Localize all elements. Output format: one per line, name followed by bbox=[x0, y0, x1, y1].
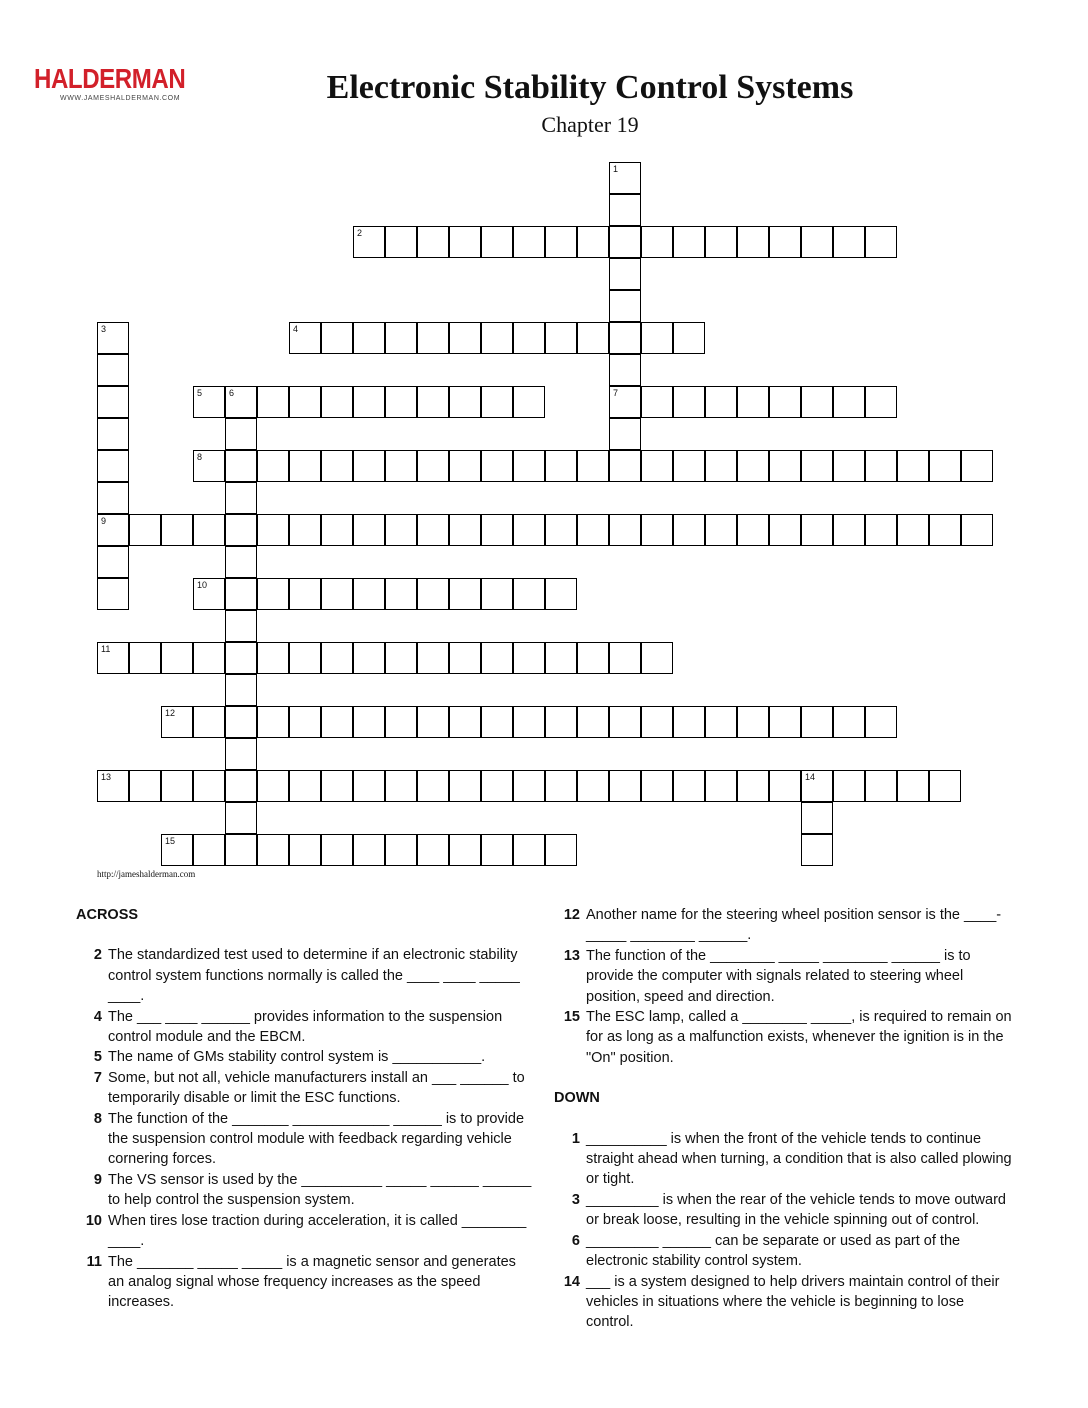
crossword-cell[interactable] bbox=[225, 802, 257, 834]
crossword-cell[interactable] bbox=[673, 450, 705, 482]
across-clue bbox=[76, 1068, 536, 1109]
crossword-cell[interactable] bbox=[97, 354, 129, 386]
crossword-cell[interactable] bbox=[161, 514, 193, 546]
crossword-cell[interactable] bbox=[449, 450, 481, 482]
across-clue bbox=[76, 1109, 536, 1170]
crossword-cell[interactable] bbox=[801, 706, 833, 738]
crossword-cell[interactable] bbox=[353, 226, 385, 258]
crossword-cell[interactable] bbox=[737, 450, 769, 482]
crossword-cell[interactable] bbox=[289, 642, 321, 674]
crossword-cell[interactable] bbox=[257, 450, 289, 482]
crossword-cell[interactable] bbox=[97, 322, 129, 354]
crossword-cell[interactable] bbox=[193, 642, 225, 674]
crossword-cell[interactable] bbox=[385, 226, 417, 258]
crossword-cell[interactable] bbox=[769, 770, 801, 802]
crossword-cell[interactable] bbox=[609, 226, 641, 258]
crossword-cell[interactable] bbox=[801, 450, 833, 482]
crossword-cell[interactable] bbox=[353, 770, 385, 802]
crossword-cell[interactable] bbox=[833, 386, 865, 418]
clue-text: The standardized test used to determine if an electronic stability control system functions normally is called the ____ ____ _____ ____. bbox=[108, 947, 520, 1005]
across-clue bbox=[76, 945, 536, 1006]
crossword-cell[interactable] bbox=[289, 450, 321, 482]
crossword-cell[interactable] bbox=[225, 674, 257, 706]
crossword-cell[interactable] bbox=[865, 706, 897, 738]
clue-number: 15 bbox=[563, 1009, 580, 1026]
crossword-cell[interactable] bbox=[321, 386, 353, 418]
crossword-cell[interactable] bbox=[865, 770, 897, 802]
crossword-cell[interactable] bbox=[225, 642, 257, 674]
clue-number: 3 bbox=[571, 1191, 580, 1208]
crossword-cell[interactable] bbox=[289, 578, 321, 610]
clue-number-10: 10 bbox=[197, 580, 208, 590]
crossword-cell[interactable] bbox=[481, 706, 513, 738]
crossword-cell[interactable] bbox=[481, 226, 513, 258]
clue-text: __________ is when the front of the vehicle tends to continue straight ahead when turning, a condition that is also called plowing or tight. bbox=[586, 1130, 1012, 1188]
clue-text: Some, but not all, vehicle manufacturers install an ___ ______ to temporarily disable or limit the ESC functions. bbox=[108, 1069, 525, 1107]
down-clue bbox=[554, 1129, 1014, 1190]
clue-number-14: 14 bbox=[805, 772, 816, 782]
crossword-cell[interactable] bbox=[673, 322, 705, 354]
down-clue bbox=[554, 1272, 1014, 1333]
crossword-cell[interactable] bbox=[577, 322, 609, 354]
crossword-cell[interactable] bbox=[513, 226, 545, 258]
crossword-cell[interactable] bbox=[449, 386, 481, 418]
logo-url: WWW.JAMESHALDERMAN.COM bbox=[60, 95, 181, 102]
crossword-cell[interactable] bbox=[609, 258, 641, 290]
crossword-cell[interactable] bbox=[417, 706, 449, 738]
crossword-cell[interactable] bbox=[193, 834, 225, 866]
crossword-cell[interactable] bbox=[257, 578, 289, 610]
crossword-cell[interactable] bbox=[833, 514, 865, 546]
crossword-cell[interactable] bbox=[641, 770, 673, 802]
crossword-cell[interactable] bbox=[609, 642, 641, 674]
crossword-cell[interactable] bbox=[161, 642, 193, 674]
crossword-cell[interactable] bbox=[641, 322, 673, 354]
crossword-cell[interactable] bbox=[417, 514, 449, 546]
crossword-cell[interactable] bbox=[545, 226, 577, 258]
crossword-cell[interactable] bbox=[257, 834, 289, 866]
clue-text: When tires lose traction during acceleration, it is called ________ ____. bbox=[108, 1212, 527, 1250]
crossword-cell[interactable] bbox=[929, 450, 961, 482]
crossword-cell[interactable] bbox=[769, 386, 801, 418]
chapter-subtitle: Chapter 19 bbox=[541, 112, 639, 137]
clues-right-column bbox=[554, 905, 1014, 1333]
crossword-cell[interactable] bbox=[801, 514, 833, 546]
crossword-cell[interactable] bbox=[193, 386, 225, 418]
crossword-cell[interactable] bbox=[545, 578, 577, 610]
crossword-cell[interactable] bbox=[449, 322, 481, 354]
crossword-cell[interactable] bbox=[193, 578, 225, 610]
crossword-cell[interactable] bbox=[97, 546, 129, 578]
crossword-cell[interactable] bbox=[481, 450, 513, 482]
crossword-cell[interactable] bbox=[321, 450, 353, 482]
crossword-cell[interactable] bbox=[673, 770, 705, 802]
clue-number-7: 7 bbox=[613, 388, 619, 398]
clue-number-5: 5 bbox=[197, 388, 203, 398]
crossword-cell[interactable] bbox=[321, 770, 353, 802]
crossword-cell[interactable] bbox=[257, 514, 289, 546]
down-clue bbox=[554, 1231, 1014, 1272]
crossword-cell[interactable] bbox=[609, 514, 641, 546]
crossword-cell[interactable] bbox=[449, 642, 481, 674]
crossword-cell[interactable] bbox=[513, 834, 545, 866]
site-url: http://jameshalderman.com bbox=[97, 869, 196, 879]
crossword-cell[interactable] bbox=[417, 770, 449, 802]
clue-text: The ___ ____ ______ provides information to the suspension control module and the EBCM. bbox=[108, 1008, 503, 1046]
crossword-cell[interactable] bbox=[641, 706, 673, 738]
crossword-cell[interactable] bbox=[609, 194, 641, 226]
crossword-cell[interactable] bbox=[225, 482, 257, 514]
clue-number: 4 bbox=[93, 1008, 102, 1025]
clue-number: 6 bbox=[571, 1232, 580, 1249]
clue-number: 13 bbox=[563, 947, 580, 964]
down-heading: DOWN bbox=[554, 1090, 600, 1107]
crossword-cell[interactable] bbox=[737, 706, 769, 738]
clue-number: 5 bbox=[93, 1049, 102, 1066]
clue-text: The _______ _____ _____ is a magnetic sensor and generates an analog signal whose frequency increases as the speed increases. bbox=[108, 1253, 516, 1311]
crossword-cell[interactable] bbox=[225, 546, 257, 578]
crossword-cell[interactable] bbox=[97, 642, 129, 674]
crossword-cell[interactable] bbox=[161, 706, 193, 738]
crossword-cell[interactable] bbox=[417, 450, 449, 482]
crossword-cell[interactable] bbox=[385, 450, 417, 482]
crossword-cell[interactable] bbox=[417, 642, 449, 674]
clue-number: 11 bbox=[86, 1253, 102, 1270]
crossword-cell[interactable] bbox=[481, 834, 513, 866]
clue-text: The VS sensor is used by the __________ _____ ______ ______ to help control the suspension system. bbox=[108, 1171, 532, 1209]
crossword-cell[interactable] bbox=[737, 514, 769, 546]
crossword-cell[interactable] bbox=[897, 770, 929, 802]
crossword-cell[interactable] bbox=[385, 578, 417, 610]
crossword-cell[interactable] bbox=[609, 290, 641, 322]
crossword-cell[interactable] bbox=[161, 834, 193, 866]
crossword-cell[interactable] bbox=[449, 578, 481, 610]
clue-number-2: 2 bbox=[357, 228, 363, 238]
crossword-cell[interactable] bbox=[353, 450, 385, 482]
crossword-cell[interactable] bbox=[97, 578, 129, 610]
clue-number: 9 bbox=[93, 1171, 102, 1188]
crossword-cell[interactable] bbox=[577, 226, 609, 258]
crossword-cell[interactable] bbox=[481, 642, 513, 674]
crossword-cell[interactable] bbox=[353, 386, 385, 418]
clue-number-1: 1 bbox=[613, 164, 619, 174]
crossword-cell[interactable] bbox=[257, 706, 289, 738]
crossword-cell[interactable] bbox=[449, 706, 481, 738]
clue-number-6: 6 bbox=[229, 388, 235, 398]
crossword-cell[interactable] bbox=[545, 642, 577, 674]
crossword-cell[interactable] bbox=[513, 450, 545, 482]
crossword-cell[interactable] bbox=[865, 450, 897, 482]
crossword-cell[interactable] bbox=[545, 706, 577, 738]
crossword-cell[interactable] bbox=[929, 514, 961, 546]
crossword-cell[interactable] bbox=[417, 322, 449, 354]
clue-number: 12 bbox=[563, 907, 580, 923]
across-clue bbox=[554, 946, 1014, 1007]
crossword-cell[interactable] bbox=[545, 834, 577, 866]
clue-text: _________ ______ can be separate or used as part of the electronic stability control system. bbox=[586, 1232, 961, 1270]
crossword-cell[interactable] bbox=[385, 322, 417, 354]
crossword-cell[interactable] bbox=[321, 322, 353, 354]
crossword-cell[interactable] bbox=[609, 770, 641, 802]
crossword-cell[interactable] bbox=[865, 386, 897, 418]
crossword-cell[interactable] bbox=[353, 642, 385, 674]
clue-number-3: 3 bbox=[101, 324, 107, 334]
crossword-cell[interactable] bbox=[449, 226, 481, 258]
clue-number: 2 bbox=[93, 947, 102, 964]
crossword-cell[interactable] bbox=[865, 514, 897, 546]
crossword-cell[interactable] bbox=[97, 450, 129, 482]
clue-text: The ESC lamp, called a ________ _____, is required to remain on for as long as a malfunction exists, whenever the ignition is in the "On" position. bbox=[586, 1009, 1012, 1066]
clue-number-8: 8 bbox=[197, 452, 203, 462]
clues-left-column bbox=[76, 905, 536, 1313]
crossword-cell[interactable] bbox=[833, 706, 865, 738]
crossword-cell[interactable] bbox=[417, 834, 449, 866]
crossword-cell[interactable] bbox=[609, 322, 641, 354]
crossword-cell[interactable] bbox=[609, 450, 641, 482]
crossword-cell[interactable] bbox=[289, 386, 321, 418]
down-clue bbox=[554, 1190, 1014, 1231]
clue-text: ___ is a system designed to help drivers maintain control of their vehicles in situations where the vehicle is beginning to lose control. bbox=[586, 1273, 1000, 1331]
crossword-cell[interactable] bbox=[321, 514, 353, 546]
crossword-cell[interactable] bbox=[961, 450, 993, 482]
crossword-cell[interactable] bbox=[577, 514, 609, 546]
clue-number-15: 15 bbox=[165, 836, 176, 846]
clue-number: 8 bbox=[93, 1110, 102, 1127]
across-clue bbox=[554, 905, 1014, 946]
crossword-cell[interactable] bbox=[97, 770, 129, 802]
crossword-cell[interactable] bbox=[897, 450, 929, 482]
crossword-cell[interactable] bbox=[641, 386, 673, 418]
clue-number: 10 bbox=[85, 1212, 102, 1229]
crossword-cell[interactable] bbox=[673, 514, 705, 546]
crossword-cell[interactable] bbox=[449, 770, 481, 802]
crossword-cell[interactable] bbox=[97, 514, 129, 546]
clue-text: The function of the _______ ____________ ______ is to provide the suspension control module with feedback regarding vehicle cornering forces. bbox=[108, 1110, 525, 1168]
clue-number-11: 11 bbox=[101, 644, 111, 654]
crossword-cell[interactable] bbox=[545, 514, 577, 546]
clue-text: The name of GMs stability control system is ___________. bbox=[108, 1049, 486, 1066]
crossword-cell[interactable] bbox=[289, 770, 321, 802]
crossword-cell[interactable] bbox=[193, 514, 225, 546]
crossword-cell[interactable] bbox=[385, 514, 417, 546]
across-clue bbox=[76, 1047, 536, 1067]
crossword-cell[interactable] bbox=[321, 642, 353, 674]
crossword-cell[interactable] bbox=[353, 834, 385, 866]
crossword-cell[interactable] bbox=[769, 450, 801, 482]
crossword-cell[interactable] bbox=[257, 642, 289, 674]
crossword-cell[interactable] bbox=[641, 642, 673, 674]
crossword-cell[interactable] bbox=[513, 322, 545, 354]
crossword-cell[interactable] bbox=[737, 770, 769, 802]
crossword-cell[interactable] bbox=[833, 770, 865, 802]
crossword-cell[interactable] bbox=[481, 514, 513, 546]
crossword-cell[interactable] bbox=[417, 386, 449, 418]
across-clue bbox=[76, 1170, 536, 1211]
crossword-cell[interactable] bbox=[97, 386, 129, 418]
crossword-cell[interactable] bbox=[673, 706, 705, 738]
crossword-cell[interactable] bbox=[801, 226, 833, 258]
crossword-cell[interactable] bbox=[225, 738, 257, 770]
crossword-cell[interactable] bbox=[641, 226, 673, 258]
clue-text: _________ is when the rear of the vehicle tends to move outward or break loose, resulting in the vehicle spinning out of control. bbox=[586, 1191, 1006, 1229]
crossword-cell[interactable] bbox=[769, 706, 801, 738]
across-clue bbox=[554, 1007, 1014, 1068]
clue-number-4: 4 bbox=[293, 324, 299, 334]
crossword-cell[interactable] bbox=[417, 226, 449, 258]
crossword-cell[interactable] bbox=[769, 514, 801, 546]
across-clue bbox=[76, 1211, 536, 1252]
page-title: Electronic Stability Control Systems bbox=[326, 69, 854, 106]
crossword-cell[interactable] bbox=[385, 770, 417, 802]
logo-wordmark: HALDERMAN bbox=[34, 63, 186, 94]
crossword-cell[interactable] bbox=[737, 226, 769, 258]
crossword-cell[interactable] bbox=[513, 770, 545, 802]
crossword-cell[interactable] bbox=[193, 770, 225, 802]
crossword-cell[interactable] bbox=[641, 450, 673, 482]
crossword-cell[interactable] bbox=[449, 514, 481, 546]
crossword-cell[interactable] bbox=[321, 834, 353, 866]
crossword-cell[interactable] bbox=[705, 706, 737, 738]
crossword-cell[interactable] bbox=[513, 386, 545, 418]
crossword-cell[interactable] bbox=[673, 226, 705, 258]
crossword-cell[interactable] bbox=[705, 770, 737, 802]
crossword-cell[interactable] bbox=[161, 770, 193, 802]
crossword-cell[interactable] bbox=[481, 322, 513, 354]
across-heading: ACROSS bbox=[76, 907, 139, 923]
clue-number-13: 13 bbox=[101, 772, 112, 782]
crossword-cell[interactable] bbox=[449, 834, 481, 866]
crossword-cell[interactable] bbox=[289, 514, 321, 546]
crossword-cell[interactable] bbox=[705, 514, 737, 546]
crossword-cell[interactable] bbox=[545, 450, 577, 482]
crossword-cell[interactable] bbox=[321, 578, 353, 610]
crossword-cell[interactable] bbox=[545, 322, 577, 354]
across-clue bbox=[76, 1007, 536, 1048]
clue-number-12: 12 bbox=[165, 708, 176, 718]
crossword-cell[interactable] bbox=[225, 386, 257, 418]
crossword-cell[interactable] bbox=[289, 706, 321, 738]
crossword-cell[interactable] bbox=[97, 482, 129, 514]
crossword-cell[interactable] bbox=[353, 706, 385, 738]
crossword-cell[interactable] bbox=[929, 770, 961, 802]
clue-text: The function of the ________ _____ ________ ______ is to provide the computer with signals related to steering wheel position, speed and direction. bbox=[586, 947, 971, 1005]
crossword-cell[interactable] bbox=[129, 770, 161, 802]
crossword-cell[interactable] bbox=[545, 770, 577, 802]
crossword-cell[interactable] bbox=[225, 706, 257, 738]
crossword-cell[interactable] bbox=[769, 226, 801, 258]
crossword-cell[interactable] bbox=[609, 386, 641, 418]
crossword-cell[interactable] bbox=[225, 610, 257, 642]
crossword-cell[interactable] bbox=[609, 706, 641, 738]
clue-text: Another name for the steering wheel position sensor is the ____-_____ ________ ______. bbox=[586, 907, 1002, 944]
crossword-cell[interactable] bbox=[705, 450, 737, 482]
crossword-cell[interactable] bbox=[577, 706, 609, 738]
crossword-cell[interactable] bbox=[737, 386, 769, 418]
crossword-cell[interactable] bbox=[865, 226, 897, 258]
crossword-cell[interactable] bbox=[353, 514, 385, 546]
crossword-cell[interactable] bbox=[641, 514, 673, 546]
crossword-cell[interactable] bbox=[225, 450, 257, 482]
clue-number: 1 bbox=[571, 1130, 580, 1147]
crossword-cell[interactable] bbox=[289, 834, 321, 866]
clue-number: 14 bbox=[563, 1273, 580, 1290]
crossword-cell[interactable] bbox=[961, 514, 993, 546]
crossword-cell[interactable] bbox=[97, 418, 129, 450]
crossword-cell[interactable] bbox=[577, 450, 609, 482]
crossword-cell[interactable] bbox=[385, 642, 417, 674]
crossword-cell[interactable] bbox=[225, 834, 257, 866]
crossword-cell[interactable] bbox=[577, 770, 609, 802]
crossword-cell[interactable] bbox=[225, 578, 257, 610]
crossword-cell[interactable] bbox=[225, 418, 257, 450]
crossword-cell[interactable] bbox=[673, 386, 705, 418]
crossword-cell[interactable] bbox=[897, 514, 929, 546]
crossword-cell[interactable] bbox=[577, 642, 609, 674]
crossword-cell[interactable] bbox=[225, 770, 257, 802]
crossword-cell[interactable] bbox=[353, 322, 385, 354]
crossword-cell[interactable] bbox=[385, 706, 417, 738]
crossword-cell[interactable] bbox=[289, 322, 321, 354]
crossword-cell[interactable] bbox=[193, 450, 225, 482]
crossword-cell[interactable] bbox=[513, 642, 545, 674]
crossword-cell[interactable] bbox=[513, 514, 545, 546]
crossword-cell[interactable] bbox=[513, 578, 545, 610]
crossword-cell[interactable] bbox=[225, 514, 257, 546]
across-clue bbox=[76, 1252, 536, 1313]
crossword-cell[interactable] bbox=[385, 834, 417, 866]
crossword-cell[interactable] bbox=[129, 514, 161, 546]
crossword-cell[interactable] bbox=[417, 578, 449, 610]
crossword-cell[interactable] bbox=[609, 418, 641, 450]
crossword-cell[interactable] bbox=[257, 770, 289, 802]
crossword-cell[interactable] bbox=[481, 578, 513, 610]
crossword-cell[interactable] bbox=[257, 386, 289, 418]
crossword-cell[interactable] bbox=[801, 834, 833, 866]
crossword-cell[interactable] bbox=[833, 450, 865, 482]
crossword-cell[interactable] bbox=[321, 706, 353, 738]
crossword-cell[interactable] bbox=[481, 386, 513, 418]
crossword-cell[interactable] bbox=[609, 354, 641, 386]
clue-number-9: 9 bbox=[101, 516, 107, 526]
crossword-cell[interactable] bbox=[705, 226, 737, 258]
crossword-cell[interactable] bbox=[481, 770, 513, 802]
crossword-cell[interactable] bbox=[513, 706, 545, 738]
crossword-cell[interactable] bbox=[705, 386, 737, 418]
crossword-cell[interactable] bbox=[129, 642, 161, 674]
crossword-cell[interactable] bbox=[801, 770, 833, 802]
crossword-cell[interactable] bbox=[385, 386, 417, 418]
crossword-cell[interactable] bbox=[353, 578, 385, 610]
crossword-cell[interactable] bbox=[193, 706, 225, 738]
crossword-cell[interactable] bbox=[801, 386, 833, 418]
crossword-cell[interactable] bbox=[833, 226, 865, 258]
crossword-cell[interactable] bbox=[801, 802, 833, 834]
crossword-cell[interactable] bbox=[609, 162, 641, 194]
clue-number: 7 bbox=[93, 1069, 102, 1086]
